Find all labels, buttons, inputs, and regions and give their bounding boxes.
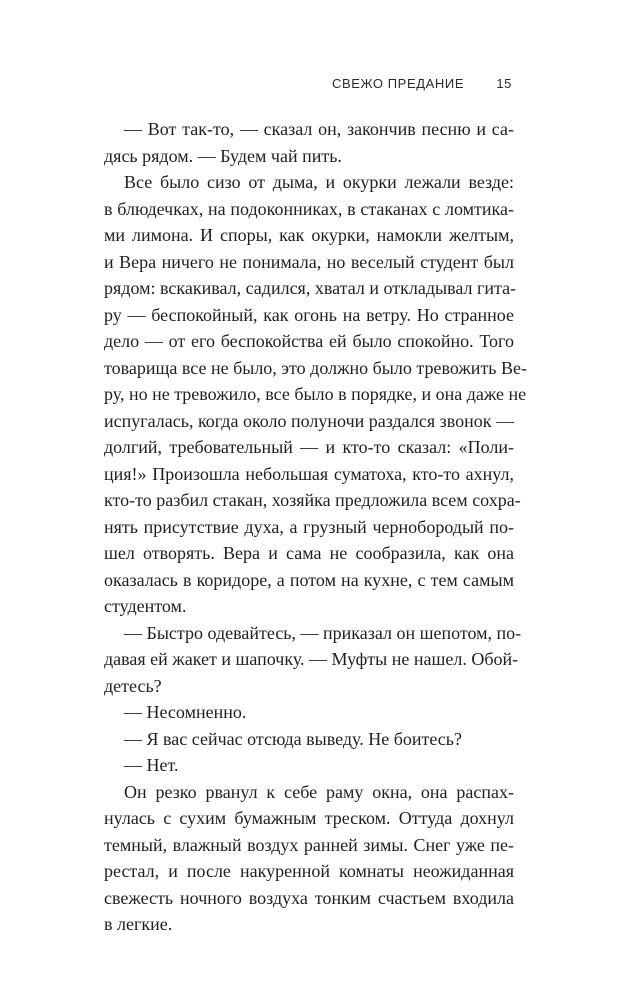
text-line: — Несомненно.: [124, 702, 247, 722]
page-number: 15: [496, 76, 512, 91]
text-line: студентом.: [104, 596, 187, 616]
text-line: в блюдечках, на подоконниках, в стаканах с ломтика-: [104, 198, 514, 219]
text-line: дясь рядом. — Будем чай пить.: [104, 145, 342, 166]
running-head-title: СВЕЖО ПРЕДАНИЕ: [331, 76, 465, 91]
text-line: долгий, требовательный — и кто-то сказал: «Поли-: [104, 437, 514, 457]
text-line: детесь?: [104, 675, 162, 696]
text-line: нять присутствие духа, а грузный чернобородый по-: [104, 516, 514, 537]
running-head: [332, 76, 512, 91]
text-line: темный, влажный воздух ранней зимы. Снег уже пе-: [104, 834, 514, 855]
text-line: Все было сизо от дыма, и окурки лежали везде:: [124, 172, 514, 192]
body-text: [104, 116, 528, 938]
text-line: ция!» Произошла небольшая суматоха, кто-то ахнул,: [104, 463, 514, 484]
text-line: — Нет.: [124, 755, 179, 775]
text-line: рядом: вскакивал, садился, хватал и откладывал гита-: [104, 278, 517, 298]
text-line: кто-то разбил стакан, хозяйка предложила всем сохра-: [104, 490, 521, 510]
text-line: и Вера ничего не понимала, но веселый студент был: [104, 251, 514, 272]
text-line: — Быстро одевайтесь, — приказал он шепотом, по-: [124, 622, 522, 643]
text-line: ру — беспокойный, как огонь на ветру. Но странное: [104, 304, 514, 325]
text-line: в легкие.: [104, 914, 173, 934]
text-line: дело — от его беспокойства ей было спокойно. Того: [104, 331, 514, 351]
text-line: ми лимона. И споры, как окурки, намокли желтым,: [104, 225, 514, 245]
text-line: — Я вас сейчас отсюда выведу. Не боитесь?: [124, 728, 462, 749]
text-line: свежесть ночного воздуха тонким счастьем входила: [104, 887, 514, 908]
text-line: шел отворять. Вера и сама не сообразила, как она: [104, 543, 514, 563]
text-line: испугалась, когда около полуночи раздался звонок —: [104, 410, 514, 431]
text-line: рестал, и после накуренной комнаты неожиданная: [104, 861, 514, 881]
text-line: товарища все не было, это должно было тревожить Ве-: [104, 357, 528, 378]
text-line: ру, но не тревожило, все было в порядке, и она даже не: [104, 384, 527, 404]
text-line: Он резко рванул к себе раму окна, она распах-: [124, 781, 514, 802]
text-line: нулась с сухим бумажным треском. Оттуда дохнул: [104, 808, 514, 828]
text-line: — Вот так-то, — сказал он, закончив песню и са-: [124, 119, 514, 139]
text-line: оказалась в коридоре, а потом на кухне, с тем самым: [104, 569, 514, 590]
text-line: давая ей жакет и шапочку. — Муфты не нашел. Обой-: [104, 649, 519, 669]
